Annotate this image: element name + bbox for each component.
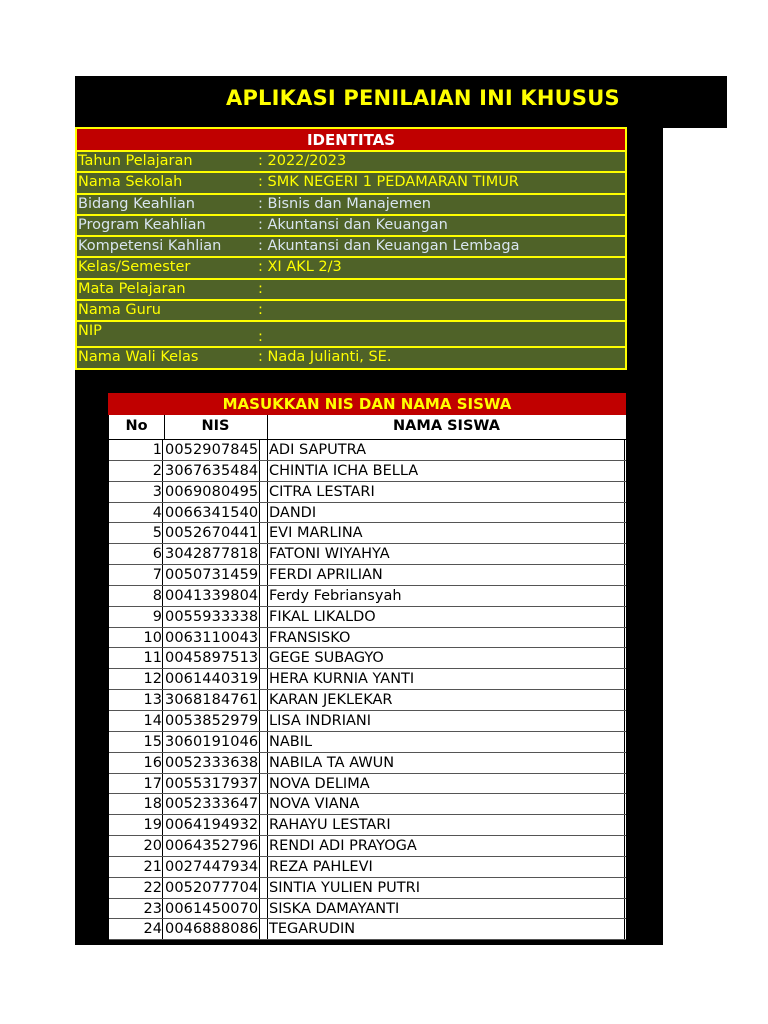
cell-nis[interactable]: 0052670441: [165, 525, 259, 542]
table-row: [109, 753, 626, 774]
cell-no[interactable]: 3: [109, 482, 163, 502]
identity-label: NIP: [78, 323, 102, 340]
table-row: [109, 648, 626, 669]
cell-no[interactable]: 23: [109, 899, 163, 919]
identity-label: Kelas/Semester: [78, 259, 191, 276]
cell-no[interactable]: 2: [109, 461, 163, 481]
cell-no[interactable]: 4: [109, 503, 163, 523]
cell-no[interactable]: 17: [109, 774, 163, 794]
cell-nis[interactable]: 0052907845: [165, 442, 259, 458]
cell-name[interactable]: NOVA DELIMA: [267, 774, 625, 794]
column-divider: [259, 523, 260, 543]
cell-no[interactable]: 10: [109, 628, 163, 648]
identity-row-bidang-keahlian: [75, 195, 627, 216]
cell-no[interactable]: 11: [109, 648, 163, 668]
identity-label: Nama Sekolah: [78, 174, 183, 191]
identity-title: IDENTITAS: [75, 127, 627, 152]
column-divider: [259, 753, 260, 773]
column-divider: [259, 565, 260, 585]
identity-label: Mata Pelajaran: [78, 280, 186, 297]
table-row: [109, 899, 626, 920]
cell-nis[interactable]: 0061440319: [165, 671, 259, 688]
cell-nis[interactable]: 0053852979: [165, 712, 259, 729]
identity-value[interactable]: : 2022/2023: [258, 153, 347, 169]
cell-nis[interactable]: 0055933338: [165, 608, 259, 625]
column-header-name: NAMA SISWA: [267, 415, 627, 439]
cell-name[interactable]: FERDI APRILIAN: [267, 565, 625, 585]
app-title: APLIKASI PENILAIAN INI KHUSUS: [226, 86, 620, 110]
cell-name[interactable]: SISKA DAMAYANTI: [267, 899, 625, 919]
identity-row-nama-sekolah: [75, 173, 627, 194]
cell-nis[interactable]: 0064194932: [165, 817, 259, 834]
cell-no[interactable]: 14: [109, 711, 163, 731]
table-row: [109, 815, 626, 836]
identity-row-kompetensi-keahlian: [75, 237, 627, 258]
table-row: [109, 461, 626, 482]
cell-name[interactable]: ADI SAPUTRA: [267, 440, 625, 460]
identity-label: Nama Guru: [78, 302, 161, 319]
column-divider: [259, 857, 260, 877]
identity-row-mata-pelajaran: [75, 280, 627, 301]
identity-value[interactable]: :: [258, 302, 263, 319]
column-divider: [259, 899, 260, 919]
column-divider: [259, 836, 260, 856]
identity-value[interactable]: : Nada Julianti, SE.: [258, 349, 392, 366]
cell-no[interactable]: 15: [109, 732, 163, 752]
cell-nis[interactable]: 0052077704: [165, 879, 259, 896]
column-divider: [259, 669, 260, 689]
cell-name[interactable]: Ferdy Febriansyah: [267, 586, 625, 606]
cell-nis[interactable]: 3042877818: [165, 546, 259, 563]
column-divider: [259, 774, 260, 794]
cell-name[interactable]: RAHAYU LESTARI: [267, 815, 625, 835]
identity-panel: [75, 127, 627, 370]
cell-no[interactable]: 20: [109, 836, 163, 856]
cell-name[interactable]: NABIL: [267, 732, 625, 752]
cell-nis[interactable]: 0041339804: [165, 587, 259, 604]
cell-no[interactable]: 16: [109, 753, 163, 773]
table-row: [109, 628, 626, 649]
cell-name[interactable]: FIKAL LIKALDO: [267, 607, 625, 627]
column-divider: [259, 690, 260, 710]
column-divider: [259, 586, 260, 606]
column-divider: [259, 607, 260, 627]
column-header-nis: NIS: [164, 415, 268, 439]
table-row: [109, 607, 626, 628]
table-row: [109, 857, 626, 878]
table-row: [109, 586, 626, 607]
cell-name[interactable]: FRANSISKO: [267, 628, 625, 648]
cell-name[interactable]: NOVA VIANA: [267, 794, 625, 814]
table-row: [109, 503, 626, 524]
table-row: [109, 919, 626, 940]
identity-label: Kompetensi Kahlian: [78, 238, 222, 255]
cell-nis[interactable]: 0052333638: [165, 754, 259, 771]
cell-nis[interactable]: 0063110043: [165, 629, 259, 646]
cell-name[interactable]: KARAN JEKLEKAR: [267, 690, 625, 710]
identity-label: Tahun Pelajaran: [78, 153, 193, 169]
cell-no[interactable]: 6: [109, 544, 163, 564]
table-row: [109, 690, 626, 711]
cell-name[interactable]: REZA PAHLEVI: [267, 857, 625, 877]
identity-row-program-keahlian: [75, 216, 627, 237]
identity-row-tahun-pelajaran: [75, 152, 627, 173]
cell-no[interactable]: 8: [109, 586, 163, 606]
cell-nis[interactable]: 0064352796: [165, 838, 259, 855]
table-row: [109, 836, 626, 857]
cell-name[interactable]: NABILA TA AWUN: [267, 753, 625, 773]
student-table-header: [109, 415, 626, 440]
cell-name[interactable]: CHINTIA ICHA BELLA: [267, 461, 625, 481]
identity-row-nip: [75, 322, 627, 348]
table-row: [109, 440, 626, 461]
column-divider: [259, 794, 260, 814]
cell-nis[interactable]: 0052333647: [165, 796, 259, 813]
cell-no[interactable]: 18: [109, 794, 163, 814]
cell-nis[interactable]: 0069080495: [165, 483, 259, 500]
column-divider: [259, 732, 260, 752]
cell-name[interactable]: HERA KURNIA YANTI: [267, 669, 625, 689]
column-divider: [259, 482, 260, 502]
cell-name[interactable]: FATONI WIYAHYA: [267, 544, 625, 564]
identity-value[interactable]: : SMK NEGERI 1 PEDAMARAN TIMUR: [258, 174, 519, 191]
identity-row-nama-guru: [75, 301, 627, 322]
identity-label: Nama Wali Kelas: [78, 349, 199, 366]
cell-no[interactable]: 12: [109, 669, 163, 689]
cell-no[interactable]: 22: [109, 878, 163, 898]
cell-name[interactable]: GEGE SUBAGYO: [267, 648, 625, 668]
table-row: [109, 482, 626, 503]
column-header-no: No: [109, 415, 165, 439]
identity-label: Program Keahlian: [78, 216, 206, 233]
cell-no[interactable]: 21: [109, 857, 163, 877]
column-divider: [259, 503, 260, 523]
cell-name[interactable]: SINTIA YULIEN PUTRI: [267, 878, 625, 898]
cell-nis[interactable]: 0061450070: [165, 900, 259, 917]
identity-value[interactable]: : Akuntansi dan Keuangan: [258, 216, 448, 233]
column-divider: [259, 648, 260, 668]
cell-name[interactable]: LISA INDRIANI: [267, 711, 625, 731]
table-row: [109, 544, 626, 565]
cell-nis[interactable]: 0046888086: [165, 921, 259, 938]
cell-name[interactable]: RENDI ADI PRAYOGA: [267, 836, 625, 856]
cell-nis[interactable]: 3068184761: [165, 692, 259, 709]
column-divider: [259, 878, 260, 898]
cell-nis[interactable]: 0066341540: [165, 504, 259, 521]
table-row: [109, 565, 626, 586]
column-divider: [259, 544, 260, 564]
student-table-title: MASUKKAN NIS DAN NAMA SISWA: [108, 393, 626, 415]
identity-label: Bidang Keahlian: [78, 195, 195, 212]
table-row: [109, 794, 626, 815]
cell-nis[interactable]: 3067635484: [165, 462, 259, 479]
cell-nis[interactable]: 0055317937: [165, 775, 259, 792]
cell-no[interactable]: 5: [109, 523, 163, 543]
cell-no[interactable]: 9: [109, 607, 163, 627]
table-row: [109, 774, 626, 795]
cell-nis[interactable]: 0050731459: [165, 567, 259, 584]
column-divider: [259, 919, 260, 939]
identity-value[interactable]: : Akuntansi dan Keuangan Lembaga: [258, 238, 520, 255]
cell-name[interactable]: CITRA LESTARI: [267, 482, 625, 502]
cell-nis[interactable]: 0027447934: [165, 858, 259, 875]
cell-name[interactable]: DANDI: [267, 503, 625, 523]
cell-no[interactable]: 13: [109, 690, 163, 710]
cell-nis[interactable]: 0045897513: [165, 650, 259, 667]
cell-name[interactable]: EVI MARLINA: [267, 523, 625, 543]
identity-row-nama-wali-kelas: [75, 348, 627, 369]
column-divider: [259, 815, 260, 835]
column-divider: [259, 461, 260, 481]
column-divider: [259, 628, 260, 648]
identity-value[interactable]: : Bisnis dan Manajemen: [258, 195, 431, 212]
identity-value[interactable]: :: [258, 280, 263, 297]
cell-no[interactable]: 1: [109, 440, 163, 460]
column-divider: [259, 711, 260, 731]
identity-value[interactable]: :: [258, 329, 263, 346]
identity-value[interactable]: : XI AKL 2/3: [258, 259, 342, 276]
table-row: [109, 732, 626, 753]
identity-row-kelas-semester: [75, 258, 627, 279]
cell-no[interactable]: 24: [109, 919, 163, 939]
column-divider: [259, 440, 260, 460]
table-row: [109, 878, 626, 899]
cell-nis[interactable]: 3060191046: [165, 733, 259, 750]
table-row: [109, 669, 626, 690]
cell-no[interactable]: 19: [109, 815, 163, 835]
student-table: [108, 393, 626, 940]
cell-name[interactable]: TEGARUDIN: [267, 919, 625, 939]
cell-no[interactable]: 7: [109, 565, 163, 585]
table-row: [109, 523, 626, 544]
table-row: [109, 711, 626, 732]
